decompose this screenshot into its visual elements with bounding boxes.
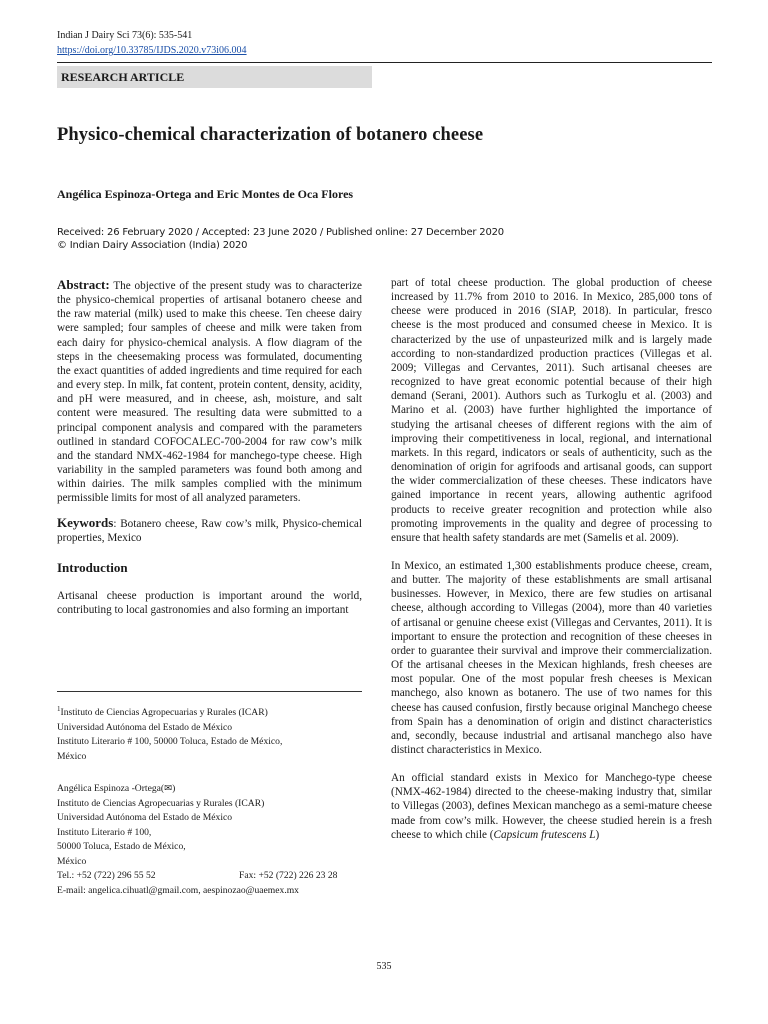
abstract-label: Abstract:: [57, 277, 110, 292]
journal-citation: Indian J Dairy Sci 73(6): 535-541: [57, 30, 193, 41]
intro-paragraph-2: In Mexico, an estimated 1,300 establishments produce cheese, cream, and butter. The majority of these establishments are small artisanal businesses. However, in Mexico, there are few studies on artisanal cheese, although according to Villegas (2004), more than 40 varieties of artisanal or genuine cheese exist (Villegas and Cervantes, 2011). It is important to ensure the protection and recognition of these cheeses in order to guarantee their survival and improve their commercialization. Of the artisanal cheeses in the Mexican highlands, fresh cheeses are most popular. One of the most popular fresh cheeses is Mexican manchego, also known as botanero. The use of two names for this cheese has caused confusion, firstly because original Manchego cheese from Spain has a denomination of origin and distinct characteristics and, secondly, because industrial and artisanal manchego also have distinct characteristics in Mexico.: [391, 559, 712, 756]
species-name: Capsicum frutescens L: [493, 828, 596, 841]
received-accepted-dates: Received: 26 February 2020 / Accepted: 23 June 2020 / Published online: 27 December 2020: [57, 227, 504, 238]
intro-paragraph-3-text: An official standard exists in Mexico for Manchego-type cheese (NMX-462-1984) directed to the cheese-making industry that, similar to Villegas (2003), defines Mexican manchego as a semi-mature cheese made from cow’s milk. However, the cheese studied herein is a fresh cheese to which chile (: [391, 772, 712, 841]
left-column: [57, 278, 362, 617]
doi-link[interactable]: https://doi.org/10.33785/IJDS.2020.v73i06.004: [57, 45, 247, 56]
contact-numbers: [57, 869, 362, 884]
header-rule: [57, 62, 712, 63]
correspondence-line-3: Instituto Literario # 100,: [57, 826, 152, 838]
abstract: [57, 278, 362, 506]
article-type-badge: RESEARCH ARTICLE: [57, 66, 372, 88]
affiliation-line-3: Instituto Literario # 100, 50000 Toluca, Estado de México,: [57, 736, 283, 748]
fax: Fax: +52 (722) 226 23 28: [239, 870, 338, 881]
email: E-mail: angelica.cihuatl@gmail.com, aespinozao@uaemex.mx: [57, 884, 299, 896]
affiliation-sup: 1: [57, 705, 61, 713]
correspondence-footnote: [57, 782, 362, 898]
affiliation-footnote: [57, 702, 282, 764]
intro-paragraph-1: part of total cheese production. The global production of cheese increased by 11.7% from 2010 to 2016. In Mexico, 285,000 tons of cheese were produced in 2016 (SIAP, 2018). In particular, fresco cheese is the most produced and consumed cheese in Mexico. It is characterized by the use of unpasteurized milk and is largely made according to non-standardized production practices (Villegas et al. 2009; Villegas and Cervantes, 2011). Such artisanal cheeses are recognized to have great economic potential because of their high demand (Serani, 2001). Authors such as Turkoglu et al. (2003) and Marino et al. (2003) have further highlighted the importance of studying the artisanal cheeses of different regions with the aim of improving their competitiveness in local, regional, and international markets. In this regard, indicators or seals of authenticity, such as the denomination of origin for agrifoods and artisanal goods, can support the wider commercialization of these cheeses. These indicators have gained importance in recent years, allowing authentic agrifood products to receive greater recognition and protection while also promoting improvements in the quality and degree of processing to ensure that health safety standards are met (Samelis et al. 2009).: [391, 277, 712, 544]
intro-paragraph-3: [391, 771, 712, 842]
intro-paragraph-3-end: ): [595, 828, 600, 841]
journal-header: [57, 28, 247, 58]
publication-dates: [57, 226, 504, 252]
correspondence-line-1: Instituto de Ciencias Agropecuarias y Rurales (ICAR): [57, 797, 265, 809]
introduction-left-text: Artisanal cheese production is important around the world, contributing to local gastronomies and also forming an important: [57, 589, 362, 617]
affiliation-line-4: México: [57, 750, 87, 762]
abstract-text: The objective of the present study was to characterize the physico-chemical properties of artisanal botanero cheese and the raw material (milk) used to make this cheese. Ten cheese dairy were sampled; four samples of cheese and milk were taken from each dairy for physico-chemical analysis. A flow diagram of the steps in the cheesemaking process was formulated, documenting the exact quantities of added ingredients and time required for each and every step. In milk, fat content, protein content, density, acidity, and pH were measured, and in cheese, ash, moisture, and salt content were measured. The resulting data were submitted to a principal component analysis and compared with the parameters outlined in standard COFOCALEC-700-2004 for raw cow’s milk and the standard NMX-462-1984 for manchego-type cheese. High variability in the sampled parameters was found both among and within dairies. The milk samples complied with the minimum permissible limits for most of all analyzed parameters.: [57, 280, 362, 505]
right-column: [391, 276, 712, 842]
introduction-heading: Introduction: [57, 559, 128, 575]
keywords-label: Keywords: [57, 514, 114, 530]
author-list: Angélica Espinoza-Ortega and Eric Montes de Oca Flores: [57, 187, 354, 201]
affiliation-line-2: Universidad Autónoma del Estado de México: [57, 721, 233, 733]
telephone: Tel.: +52 (722) 296 55 52: [57, 870, 156, 881]
correspondence-line-5: México: [57, 855, 87, 867]
copyright-line: © Indian Dairy Association (India) 2020: [57, 240, 248, 251]
keywords-text: : Botanero cheese, Raw cow’s milk, Physico-chemical properties, Mexico: [57, 517, 362, 544]
correspondence-name: Angélica Espinoza -Ortega(✉): [57, 783, 176, 794]
footnote-separator: [57, 691, 362, 692]
keywords: [57, 516, 362, 545]
correspondence-line-4: 50000 Toluca, Estado de México,: [57, 841, 186, 852]
page-number: 535: [376, 961, 392, 972]
affiliation-line-1: Instituto de Ciencias Agropecuarias y Rurales (ICAR): [60, 707, 268, 719]
correspondence-line-2: Universidad Autónoma del Estado de México: [57, 812, 233, 823]
article-title: Physico-chemical characterization of botanero cheese: [57, 125, 484, 145]
